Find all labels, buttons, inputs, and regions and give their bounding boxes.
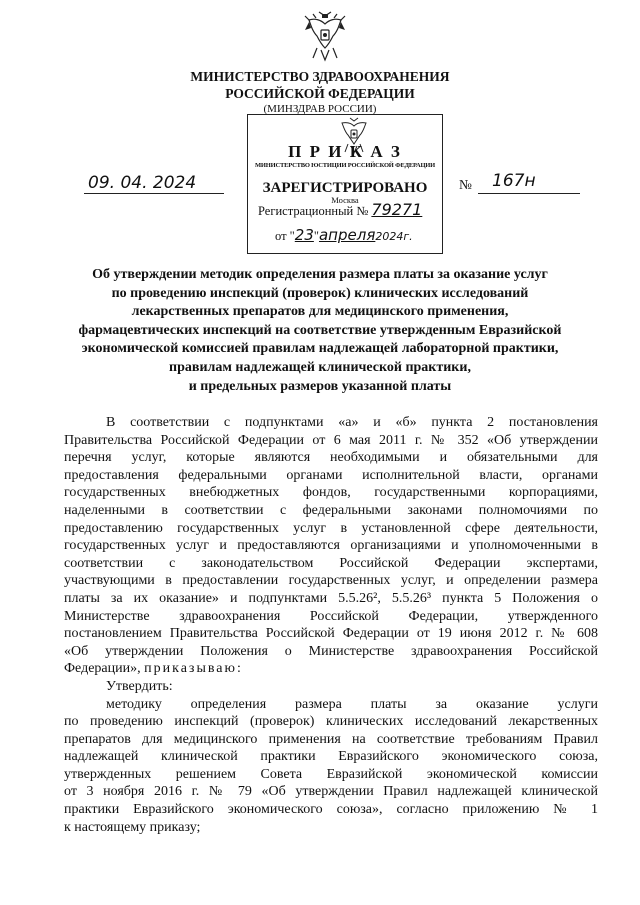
body-line: надлежащей клинической практики Евразийского экономического союза, [64,749,598,765]
body-line: методику определения размера платы за оказание услуги [106,696,598,712]
body-line: соответствии с законодательством Российской Федерации экспертами, [64,555,598,571]
body-line: В соответствии с подпунктами «а» и «б» пункта 2 постановления [106,415,598,430]
body-line: наделенными в соответствии с федеральными законами полномочиями по [64,502,598,518]
body-line: по проведению инспекций (проверок) клинических исследований лекарственных [64,714,598,730]
body-line: Правительства Российской Федерации от 6 мая 2011 г. № 352 «Об утверждении [64,432,598,448]
document-title [0,266,640,396]
stamp-ministry-name: МИНИСТЕРСТВО ЮСТИЦИИ РОССИЙСКОЙ ФЕДЕРАЦИИ [254,162,436,169]
order-number: 167н [492,171,536,191]
order-decree-word: приказываю: [144,661,243,677]
body-text: Федерации», [64,661,141,677]
stamp-date-line [275,227,413,245]
approve-line: Утвердить: [106,678,173,694]
body-line: предоставления федеральными органами исполнительной власти, органами [64,467,598,483]
body-line: платы за их оказание» и подпунктами 5.5.26², 5.5.26³ пункта 5 Положения о [64,590,598,606]
body-line: «Об утверждении Положения о Министерстве здравоохранения Российской [64,643,598,659]
title-line: и предельных размеров указанной платы [188,378,452,394]
stamp-date-prefix: от " [275,229,295,243]
stamp-date-month: апреля [318,226,376,244]
stamp-date-year: 2024г. [375,230,413,243]
title-line: лекарственных препаратов для медицинского применения, [131,304,509,320]
order-number-underline [478,193,580,194]
order-date-underline [84,193,224,194]
ministry-short-name: (МИНЗДРАВ РОССИИ) [263,103,377,115]
body-line: препаратов для медицинского применения на соответствие требованиям Правил [64,731,598,747]
body-line: постановлением Правительства Российской Федерации от 19 июня 2012 г. № 608 [64,626,598,642]
body-line: перечня услуг, которые являются необходимыми и обязательными для [64,450,598,466]
order-date: 09. 04. 2024 [88,173,197,193]
title-line: по проведению инспекций (проверок) клинических исследований [111,285,529,301]
document-body [64,414,598,836]
ministry-name-line1: МИНИСТЕРСТВО ЗДРАВООХРАНЕНИЯ [190,69,450,84]
title-line: правилам надлежащей клинической практики, [169,359,471,375]
stamp-city: Москва [331,195,359,205]
title-line: экономической комиссией правилам надлежащей лабораторной практики, [81,341,559,357]
title-line: Об утверждении методик определения размера платы за оказание услуг [92,267,548,282]
body-line: от 3 ноября 2016 г. № 79 «Об утверждении Правил надлежащей клинической [64,784,598,800]
stamp-date-separator: " [313,229,319,243]
document-type-heading: П Р И К А З [288,142,402,161]
body-line: утвержденных решением Совета Евразийской экономической комиссии [64,766,598,782]
stamp-date-day: 23 [294,226,314,244]
body-line: государственных внебюджетных фондов, государственными корпорациями, [64,485,598,501]
body-line: государственных услуг и предоставляются организациями и уполномоченными в [64,538,598,554]
body-line: Министерстве здравоохранения Российской Федерации, утвержденного [64,608,598,624]
title-line: фармацевтических инспекций на соответствие утвержденным Евразийской [78,322,562,338]
body-line [64,660,598,678]
stamp-registration-label: Регистрационный № [258,204,369,218]
stamp-registered-label: ЗАРЕГИСТРИРОВАНО [262,180,428,196]
body-line: участвующими в предоставлении государственных услуг, и определении размера [64,573,598,589]
order-number-label: № [459,177,472,192]
ministry-name-line2: РОССИЙСКОЙ ФЕДЕРАЦИИ [225,86,415,101]
stamp-registration-number: 79271 [371,200,423,219]
body-line: предоставлению государственных услуг в установленной сфере деятельности, [64,520,598,536]
body-line: к настоящему приказу; [64,819,201,835]
body-line: практики Евразийского экономического союза», согласно приложению № 1 [64,802,598,818]
double-headed-eagle-emblem-icon [303,10,347,64]
